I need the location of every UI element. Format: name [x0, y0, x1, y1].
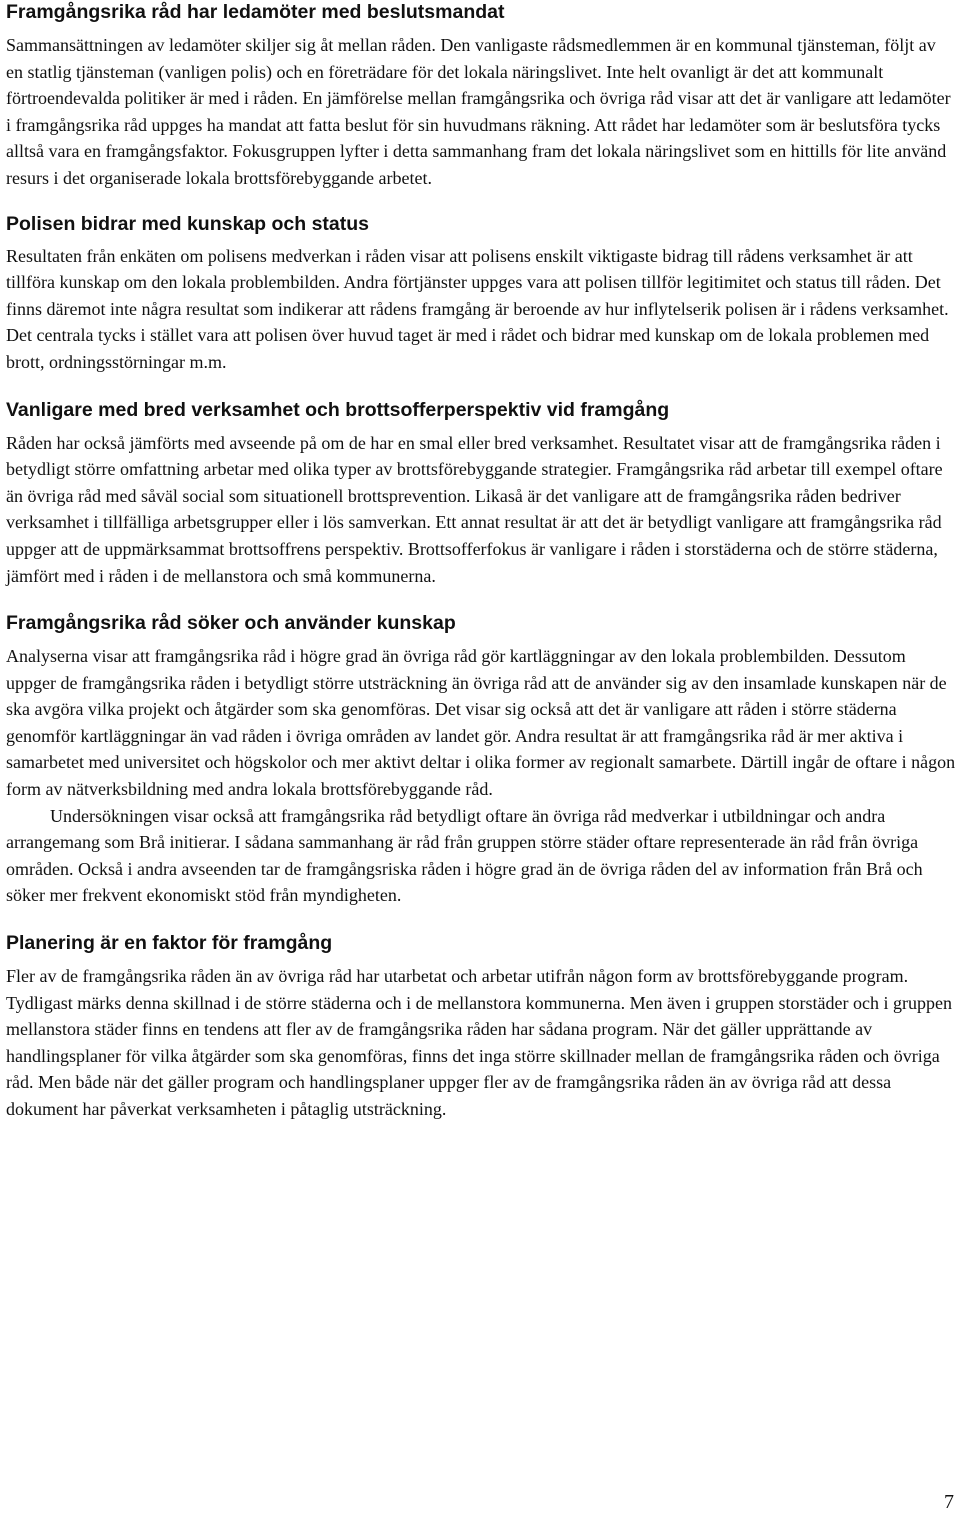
section-heading: Framgångsrika råd söker och använder kunskap	[6, 612, 456, 635]
section-paragraph: Analyserna visar att framgångsrika råd i högre grad än övriga råd gör kartläggningar av den lokala problembilden. Dessutom uppger de framgångsrika råden i betydligt större utsträckning än övriga råd att de använder sig av den insamlade kunskapen när de ska avgöra vilka projekt och åtgärder som ska genomföras. Det visar sig också att det är vanligare att råden i större städerna genomför kartläggningar än vad råden i övriga områden av landet gör. Andra resultat är att framgångsrika råd är mer aktiva i samarbetet med universitet och högskolor och mer aktivt deltar i olika former av regionalt samarbete. Därtill ingår de oftare i någon form av nätverksbildning med andra lokala brottsförebyggande råd.	[6, 646, 956, 800]
section-beslutsmandat	[6, 0, 956, 192]
section-heading: Vanligare med bred verksamhet och brottsofferperspektiv vid framgång	[6, 398, 670, 421]
section-heading: Polisen bidrar med kunskap och status	[6, 212, 370, 235]
section-paragraph: Råden har också jämförts med avseende på om de har en smal eller bred verksamhet. Resultatet visar att de framgångsrika råden i betydligt större omfattning arbetar med olika typer av brottsförebyggande strategier. Framgångsrika råd arbetar till exempel oftare än övriga råd med såväl social som situationell brottsprevention. Likaså är det vanligare att de framgångsrika råden bedriver verksamhet i tillfälliga arbetsgrupper eller i lös samverkan. Ett annat resultat är att det är betydligt vanligare att framgångsrika råd uppger att de uppmärksammat brottsoffrens perspektiv. Brottsofferfokus är vanligare i råden i storstäderna och de större städerna, jämfört med i råden i de mellanstora och små kommunerna.	[6, 432, 943, 586]
section-paragraph: Undersökningen visar också att framgångsrika råd betydligt oftare än övriga råd medverkar i utbildningar och andra arrangemang som Brå initierar. I sådana sammanhang är råd från gruppen större städer oftare representerade än råd från övriga områden. Också i andra avseenden tar de framgångsriska råden i högre grad än de övriga råden del av information från Brå och söker mer frekvent ekonomiskt stöd från myndigheten.	[6, 805, 923, 906]
section-planering	[6, 931, 956, 1123]
section-heading: Framgångsrika råd har ledamöter med beslutsmandat	[6, 1, 505, 23]
section-heading: Planering är en faktor för framgång	[6, 932, 333, 955]
document-page	[6, 0, 956, 1123]
section-kunskap	[6, 611, 956, 909]
section-paragraph: Resultaten från enkäten om polisens medverkan i råden visar att polisens enskilt viktigaste bidrag till rådens verksamhet är att tillföra kunskap om den lokala problembilden. Andra förtjänster uppges vara att polisen tillför legitimitet och status till råden. Det finns däremot inte några resultat som indikerar att rådens framgång är beroende av hur inflytelserik polisen är i rådens verksamhet. Det centrala tycks i stället vara att polisen över huvud taget är med i rådet och bidrar med kunskap om de lokala problemen med brott, ordningsstörningar m.m.	[6, 245, 949, 372]
section-paragraph: Fler av de framgångsrika råden än av övriga råd har utarbetat och arbetar utifrån någon form av brottsförebyggande program. Tydligast märks denna skillnad i de större städerna och i de mellanstora kommunerna. Men även i gruppen storstäder och i gruppen mellanstora städer finns en tendens att fler av de framgångsrika råden har sådana program. När det gäller upprättande av handlingsplaner för vilka åtgärder som ska genomföras, finns det inga större skillnader mellan de framgångsrika råden och övriga råd. Men både när det gäller program och handlingsplaner uppger fler av de framgångsrika råden än av övriga råd att dessa dokument har påverkat verksamheten i påtaglig utsträckning.	[6, 966, 952, 1119]
page-number: 7	[944, 1491, 954, 1513]
section-paragraph: Sammansättningen av ledamöter skiljer sig åt mellan råden. Den vanligaste rådsmedlemmen är en kommunal tjänsteman, följt av en statlig tjänsteman (vanligen polis) och en företrädare för det lokala näringslivet. Inte helt ovanligt är det att kommunalt förtroendevalda politiker är med i råden. En jämförelse mellan framgångsrika och övriga råd visar att det är vanligare att ledamöter i framgångsrika råd uppges ha mandat att fatta beslut för sin huvudmans räkning. Att rådet har ledamöter som är beslutsföra tycks alltså vara en framgångsfaktor. Fokusgruppen lyfter i detta sammanhang fram det lokala näringslivet som en hittills för lite använd resurs i det organiserade lokala brottsförebyggande arbetet.	[6, 35, 951, 188]
section-bred-verksamhet	[6, 398, 956, 590]
section-polisen	[6, 212, 956, 376]
